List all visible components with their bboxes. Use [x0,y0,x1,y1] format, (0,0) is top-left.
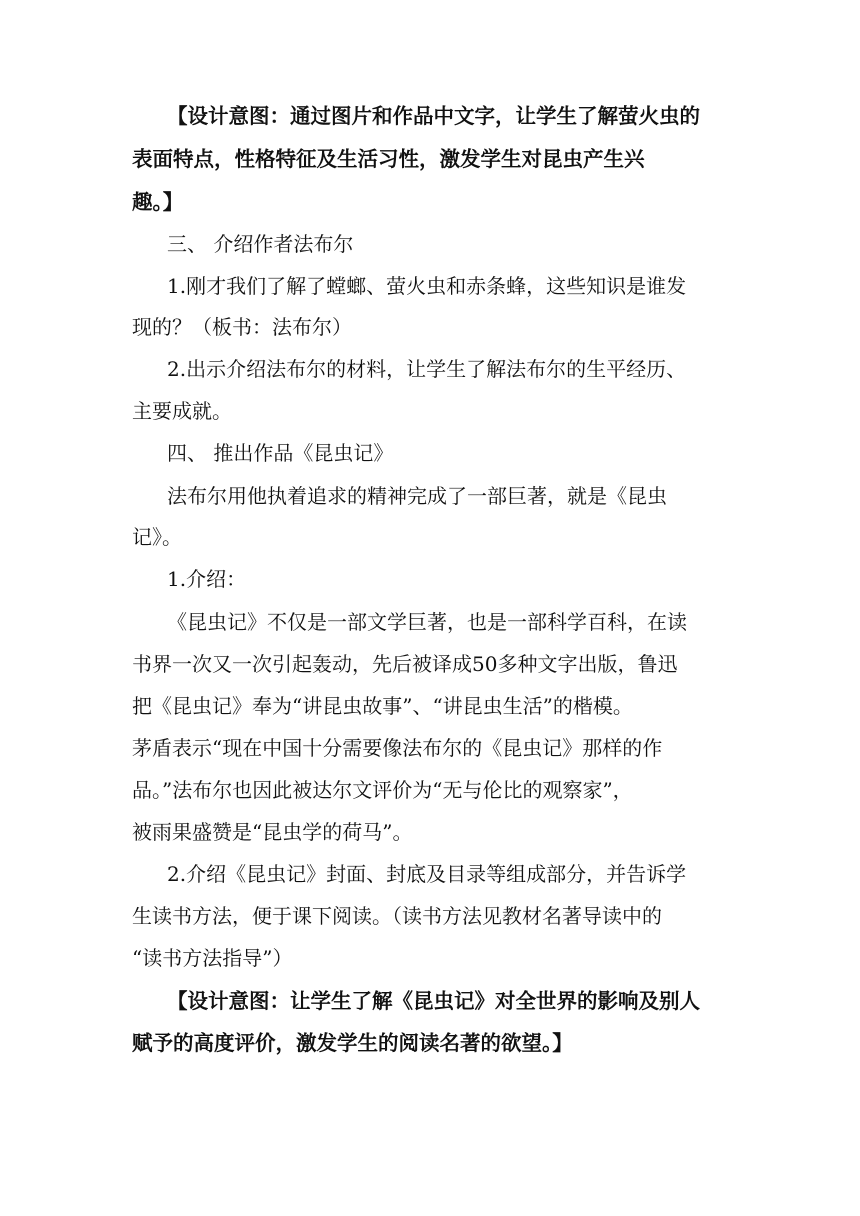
design-intent-2-line-2: 赋予的高度评价，激发学生的阅读名著的欲望。】 [132,1031,573,1055]
section-3-item-1-line-1: 1.刚才我们了解了螳螂、萤火虫和赤条蜂，这些知识是谁发 [167,274,687,298]
design-intent-2-line-1: 【设计意图：让学生了解《昆虫记》对全世界的影响及别人 [167,989,700,1013]
section-4-item-1-body-line: 被雨果盛赞是“昆虫学的荷马”。 [132,820,413,844]
section-4-item-1-body-line: 书界一次又一次引起轰动，先后被译成50多种文字出版，鲁迅 [132,652,678,676]
section-4-intro-line-2: 记》。 [132,525,182,549]
section-4-item-2-line-3: “读书方法指导”） [132,946,293,970]
section-4-item-1-label: 1.介绍： [167,567,247,591]
section-3-item-2-line-2: 主要成就。 [132,399,232,423]
section-3-item-2-line-1: 2.出示介绍法布尔的材料，让学生了解法布尔的生平经历、 [167,357,687,381]
section-4-item-2-line-2: 生读书方法，便于课下阅读。（读书方法见教材名著导读中的 [132,904,662,928]
section-4-item-2-line-1: 2.介绍《昆虫记》封面、封底及目录等组成部分，并告诉学 [167,862,687,886]
section-4-item-1-body-line: 品。”法布尔也因此被达尔文评价为“无与伦比的观察家”， [132,778,633,802]
section-3-item-1-line-2: 现的？（板书：法布尔） [132,315,352,339]
section-4-heading: 四、 推出作品《昆虫记》 [167,441,394,465]
section-4-item-1-body-line: 茅盾表示“现在中国十分需要像法布尔的《昆虫记》那样的作 [132,736,663,760]
section-4-intro-line-1: 法布尔用他执着追求的精神完成了一部巨著，就是《昆虫 [167,484,667,508]
section-4-item-1-body-line: 《昆虫记》不仅是一部文学巨著，也是一部科学百科，在读 [167,610,687,634]
section-4-item-1-body-line: 把《昆虫记》奉为“讲昆虫故事”、“讲昆虫生活”的楷模。 [132,694,633,718]
section-3-heading: 三、 介绍作者法布尔 [167,232,354,256]
design-intent-1-line-3: 趣。】 [132,190,184,214]
design-intent-1-line-2: 表面特点，性格特征及生活习性，激发学生对昆虫产生兴 [132,147,645,171]
design-intent-1-line-1: 【设计意图：通过图片和作品中文字，让学生了解萤火虫的 [167,104,700,128]
